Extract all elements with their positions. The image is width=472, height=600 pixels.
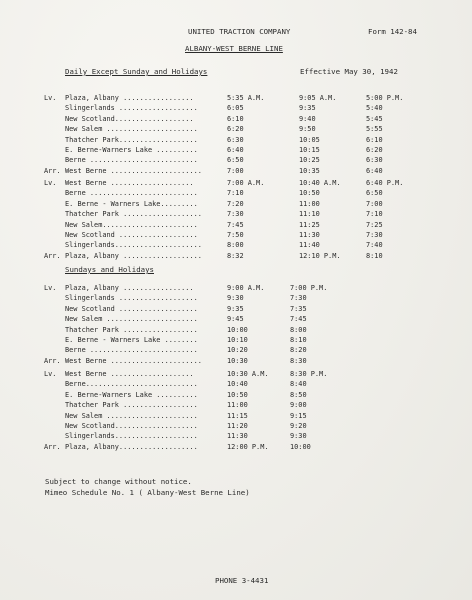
timetable-row bbox=[0, 381, 472, 391]
departure-time: 5:40 bbox=[366, 104, 383, 113]
departure-time: 11:40 bbox=[299, 241, 320, 250]
stop-name: New Salem ...................... bbox=[65, 125, 198, 134]
timetable-row bbox=[0, 190, 472, 200]
stop-name: Slingerlands.................... bbox=[65, 432, 198, 441]
stop-name: Thatcher Park................... bbox=[65, 135, 198, 144]
timetable-row bbox=[0, 253, 472, 263]
stop-name: Plaza, Albany ................. bbox=[65, 284, 194, 292]
departure-time: 8:30 P.M. bbox=[290, 370, 328, 378]
departure-time: 9:50 bbox=[299, 125, 316, 134]
departure-time: 7:25 bbox=[366, 220, 383, 229]
row-prefix: Arr. bbox=[44, 356, 61, 365]
stop-name: Thatcher Park .................. bbox=[65, 325, 198, 334]
stop-name: Thatcher Park ................... bbox=[65, 210, 202, 219]
departure-time: 7:30 bbox=[366, 231, 383, 239]
departure-time: 9:15 bbox=[290, 411, 307, 420]
stop-name: Plaza, Albany ................. bbox=[65, 94, 194, 102]
departure-time: 10:40 bbox=[227, 380, 248, 389]
departure-time: 11:30 bbox=[299, 231, 320, 239]
departure-time: 5:00 P.M. bbox=[366, 94, 404, 102]
effective-date: Effective May 30, 1942 bbox=[300, 67, 398, 76]
departure-time: 9:35 bbox=[299, 104, 316, 113]
row-prefix: Arr. bbox=[44, 166, 61, 175]
departure-time: 10:10 bbox=[227, 336, 248, 344]
departure-time: 7:40 bbox=[366, 241, 383, 250]
timetable-row bbox=[0, 444, 472, 454]
stop-name: New Salem....................... bbox=[65, 220, 198, 229]
departure-time: 7:30 bbox=[227, 210, 244, 219]
row-prefix: Lv. bbox=[44, 370, 57, 378]
stop-name: E. Berne - Warners Lake......... bbox=[65, 199, 198, 208]
departure-time: 5:45 bbox=[366, 114, 383, 123]
departure-time: 7:45 bbox=[290, 315, 307, 324]
stop-name: Thatcher Park .................. bbox=[65, 401, 198, 410]
stop-name: New Salem ...................... bbox=[65, 315, 198, 324]
departure-time: 10:40 A.M. bbox=[299, 179, 341, 187]
company-name: UNITED TRACTION COMPANY bbox=[188, 27, 291, 36]
departure-time: 9:45 bbox=[227, 315, 244, 324]
sunday-heading: Sundays and Holidays bbox=[65, 265, 154, 274]
departure-time: 10:20 bbox=[227, 346, 248, 355]
weekday-heading: Daily Except Sunday and Holidays bbox=[65, 67, 208, 76]
stop-name: New Salem ...................... bbox=[65, 411, 198, 420]
timetable-row bbox=[0, 242, 472, 252]
departure-time: 9:40 bbox=[299, 114, 316, 123]
departure-time: 8:20 bbox=[290, 346, 307, 355]
departure-time: 12:00 P.M. bbox=[227, 442, 269, 451]
departure-time: 9:05 A.M. bbox=[299, 94, 337, 102]
stop-name: Plaza, Albany ................... bbox=[65, 251, 202, 260]
departure-time: 9:00 A.M. bbox=[227, 284, 265, 292]
departure-time: 11:10 bbox=[299, 210, 320, 219]
stop-name: E. Berne-Warners Lake .......... bbox=[65, 146, 198, 154]
departure-time: 10:25 bbox=[299, 156, 320, 165]
timetable-row bbox=[0, 402, 472, 412]
row-prefix: Lv. bbox=[44, 94, 57, 102]
departure-time: 10:15 bbox=[299, 146, 320, 154]
timetable-row bbox=[0, 157, 472, 167]
stop-name: New Scotland ................... bbox=[65, 304, 198, 313]
stop-name: Slingerlands ................... bbox=[65, 294, 198, 303]
timetable-row bbox=[0, 316, 472, 326]
form-number: Form 142-84 bbox=[368, 27, 417, 36]
departure-time: 10:00 bbox=[227, 325, 248, 334]
departure-time: 11:20 bbox=[227, 422, 248, 430]
timetable-row bbox=[0, 126, 472, 136]
departure-time: 8:32 bbox=[227, 251, 244, 260]
departure-time: 6:40 bbox=[227, 146, 244, 154]
departure-time: 9:00 bbox=[290, 401, 307, 410]
stop-name: Slingerlands ................... bbox=[65, 104, 198, 113]
departure-time: 6:05 bbox=[227, 104, 244, 113]
timetable-row bbox=[0, 168, 472, 178]
timetable-row bbox=[0, 105, 472, 115]
timetable-row bbox=[0, 295, 472, 305]
row-prefix: Arr. bbox=[44, 442, 61, 451]
mimeo-schedule: Mimeo Schedule No. 1 ( Albany-West Berne Line) bbox=[45, 488, 250, 497]
departure-time: 10:00 bbox=[290, 442, 311, 451]
departure-time: 8:40 bbox=[290, 380, 307, 389]
row-prefix: Arr. bbox=[44, 251, 61, 260]
row-prefix: Lv. bbox=[44, 179, 57, 187]
departure-time: 11:00 bbox=[299, 199, 320, 208]
stop-name: Berne .......................... bbox=[65, 189, 198, 198]
departure-time: 7:30 bbox=[290, 294, 307, 303]
departure-time: 12:10 P.M. bbox=[299, 251, 341, 260]
departure-time: 9:30 bbox=[227, 294, 244, 303]
stop-name: E. Berne - Warners Lake ........ bbox=[65, 336, 198, 344]
departure-time: 7:10 bbox=[227, 189, 244, 198]
stop-name: Berne........................... bbox=[65, 380, 198, 389]
departure-time: 8:10 bbox=[366, 251, 383, 260]
stop-name: Berne .......................... bbox=[65, 156, 198, 165]
departure-time: 10:50 bbox=[299, 189, 320, 198]
stop-name: West Berne ...................... bbox=[65, 356, 202, 365]
departure-time: 5:55 bbox=[366, 125, 383, 134]
departure-time: 6:40 P.M. bbox=[366, 179, 404, 187]
stop-name: West Berne .................... bbox=[65, 370, 194, 378]
stop-name: Plaza, Albany................... bbox=[65, 442, 198, 451]
departure-time: 8:50 bbox=[290, 390, 307, 399]
departure-time: 6:50 bbox=[366, 189, 383, 198]
timetable-row bbox=[0, 358, 472, 368]
departure-time: 8:00 bbox=[227, 241, 244, 250]
departure-time: 7:00 bbox=[366, 199, 383, 208]
departure-time: 10:30 A.M. bbox=[227, 370, 269, 378]
line-title: ALBANY-WEST BERNE LINE bbox=[185, 44, 283, 53]
departure-time: 6:30 bbox=[227, 135, 244, 144]
departure-time: 5:35 A.M. bbox=[227, 94, 265, 102]
departure-time: 7:45 bbox=[227, 220, 244, 229]
departure-time: 7:00 bbox=[227, 166, 244, 175]
departure-time: 11:25 bbox=[299, 220, 320, 229]
stop-name: New Scotland.................... bbox=[65, 422, 198, 430]
departure-time: 7:10 bbox=[366, 210, 383, 219]
departure-time: 9:35 bbox=[227, 304, 244, 313]
departure-time: 6:20 bbox=[366, 146, 383, 154]
departure-time: 11:00 bbox=[227, 401, 248, 410]
departure-time: 10:35 bbox=[299, 166, 320, 175]
departure-time: 6:40 bbox=[366, 166, 383, 175]
departure-time: 7:20 bbox=[227, 199, 244, 208]
timetable-row bbox=[0, 211, 472, 221]
departure-time: 6:10 bbox=[366, 135, 383, 144]
change-notice: Subject to change without notice. bbox=[45, 477, 192, 486]
stop-name: New Scotland ................... bbox=[65, 231, 198, 239]
timetable-row bbox=[0, 433, 472, 443]
departure-time: 6:50 bbox=[227, 156, 244, 165]
departure-time: 7:00 A.M. bbox=[227, 179, 265, 187]
stop-name: Berne .......................... bbox=[65, 346, 198, 355]
departure-time: 6:20 bbox=[227, 125, 244, 134]
departure-time: 6:30 bbox=[366, 156, 383, 165]
stop-name: E. Berne-Warners Lake .......... bbox=[65, 390, 198, 399]
stop-name: West Berne .................... bbox=[65, 179, 194, 187]
row-prefix: Lv. bbox=[44, 284, 57, 292]
departure-time: 9:20 bbox=[290, 422, 307, 430]
departure-time: 6:10 bbox=[227, 114, 244, 123]
departure-time: 7:50 bbox=[227, 231, 244, 239]
timetable-row bbox=[0, 347, 472, 357]
departure-time: 8:30 bbox=[290, 356, 307, 365]
departure-time: 10:50 bbox=[227, 390, 248, 399]
departure-time: 10:30 bbox=[227, 356, 248, 365]
departure-time: 8:00 bbox=[290, 325, 307, 334]
departure-time: 10:05 bbox=[299, 135, 320, 144]
departure-time: 7:00 P.M. bbox=[290, 284, 328, 292]
stop-name: West Berne ...................... bbox=[65, 166, 202, 175]
departure-time: 7:35 bbox=[290, 304, 307, 313]
departure-time: 11:30 bbox=[227, 432, 248, 441]
stop-name: Slingerlands..................... bbox=[65, 241, 202, 250]
departure-time: 9:30 bbox=[290, 432, 307, 441]
departure-time: 8:10 bbox=[290, 336, 307, 344]
departure-time: 11:15 bbox=[227, 411, 248, 420]
phone-number: PHONE 3-4431 bbox=[215, 576, 269, 585]
stop-name: New Scotland................... bbox=[65, 114, 194, 123]
